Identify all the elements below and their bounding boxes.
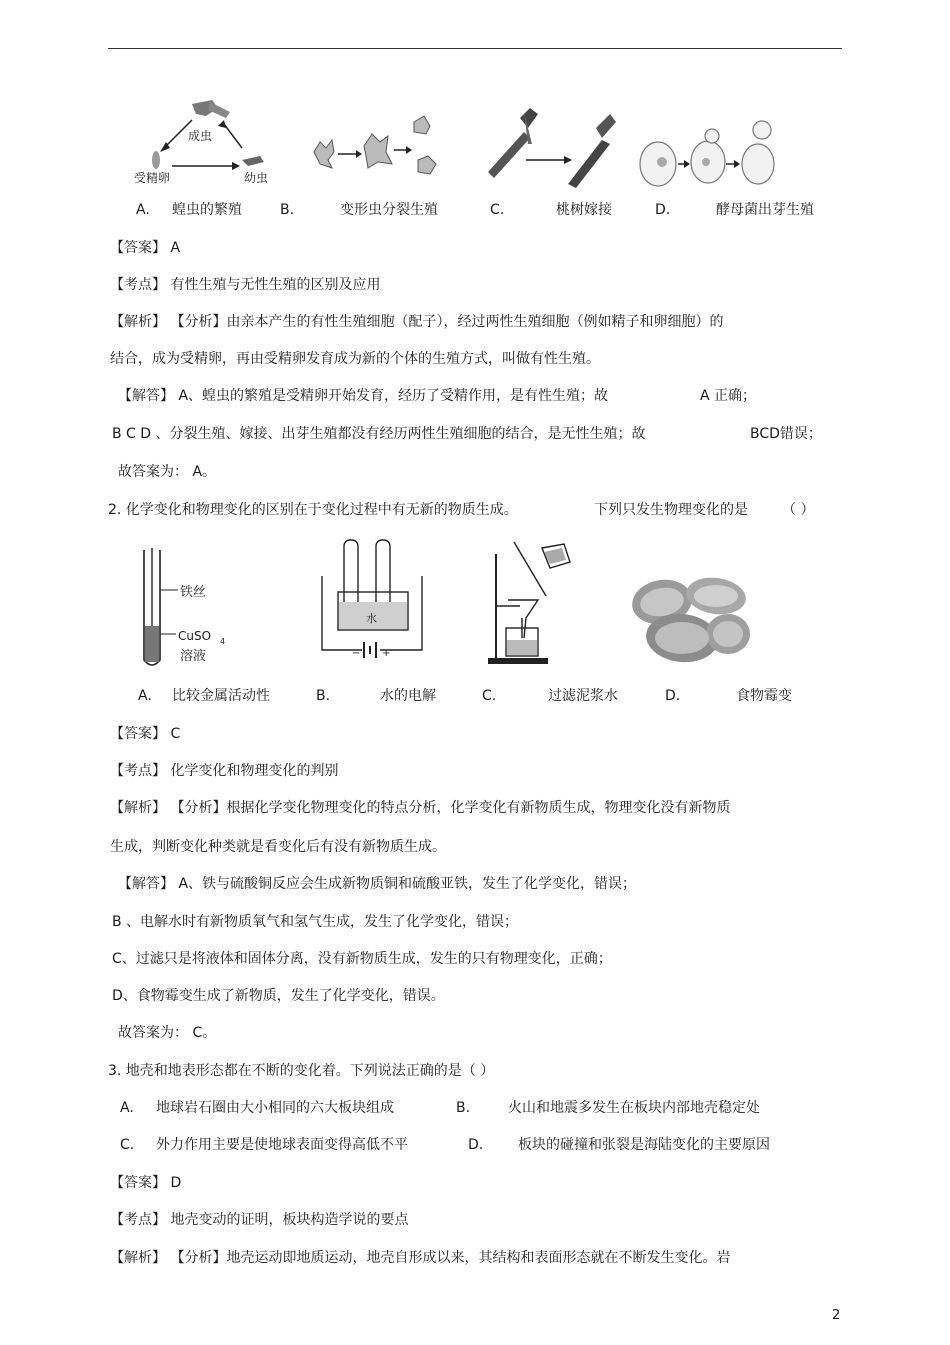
q1-answer: 【答案】 A	[110, 240, 181, 256]
q1-jiexi-line-2: 结合，成为受精卵，再由受精卵发育成为新的个体的生殖方式，叫做有性生殖。	[110, 351, 600, 367]
q3-option-c-letter: C.	[120, 1137, 135, 1153]
q3-kaodian: 【考点】 地壳变动的证明，板块构造学说的要点	[110, 1212, 409, 1228]
q2-kaodian: 【考点】 化学变化和物理变化的判别	[110, 763, 339, 779]
q3-option-a-text: 地球岩石圈由大小相同的六大板块组成	[156, 1100, 394, 1116]
q1-option-d-text: 酵母菌出芽生殖	[716, 202, 814, 218]
peach-grafting-figure	[484, 104, 620, 188]
q1-jieda-line-2: B C D 、分裂生殖、嫁接、出芽生殖都没有经历两性生殖细胞的结合，是无性生殖；故	[112, 426, 646, 442]
svg-text:+: +	[382, 648, 391, 659]
q2-option-a-text: 比较金属活动性	[172, 688, 270, 704]
q2-answer: 【答案】 C	[110, 726, 181, 742]
q1-option-a-letter: A.	[136, 202, 150, 218]
q1-jieda-line-1: 【解答】 A、蝗虫的繁殖是受精卵开始发育，经历了受精作用，是有性生殖；故	[118, 388, 609, 404]
q1-option-b-letter: B.	[280, 202, 295, 218]
q2-final-answer: 故答案为： C。	[118, 1025, 217, 1041]
adult-label: 成虫	[188, 129, 213, 143]
cuso4-subscript: 4	[220, 637, 226, 646]
q3-stem: 3. 地壳和地表形态都在不断的变化着。下列说法正确的是（ ）	[108, 1063, 495, 1079]
q1-final-answer: 故答案为： A。	[118, 464, 217, 480]
q2-jiexi-line-1: 【解析】 【分析】根据化学变化物理变化的特点分析，化学变化有新物质生成，物理变化没有新物质	[110, 800, 731, 816]
q3-option-c-text: 外力作用主要是使地球表面变得高低不平	[156, 1137, 408, 1153]
q1-kaodian: 【考点】 有性生殖与无性生殖的区别及应用	[110, 277, 381, 293]
q2-jieda-line-1: 【解答】 A、铁与硫酸铜反应会生成新物质铜和硫酸亚铁，发生了化学变化，错误；	[118, 876, 637, 892]
q2-stem-paren: （ ）	[782, 502, 815, 518]
q3-option-a-letter: A.	[120, 1100, 134, 1116]
q2-jiexi-line-2: 生成，判断变化种类就是看变化后有没有新物质生成。	[110, 839, 446, 855]
q1-option-b-text: 变形虫分裂生殖	[340, 202, 438, 218]
q1-option-a-text: 蝗虫的繁殖	[172, 202, 242, 218]
q1-option-c-text: 桃树嫁接	[556, 202, 612, 218]
page-number: 2	[832, 1308, 841, 1323]
q2-option-d-letter: D.	[665, 688, 681, 704]
filtration-apparatus-figure	[484, 540, 578, 666]
q1-option-d-letter: D.	[655, 202, 671, 218]
iron-cuso4-test-tube-figure	[140, 548, 230, 670]
q1-jiexi-line-1: 【解析】 【分析】由亲本产生的有性生殖细胞（配子），经过两性生殖细胞（例如精子和卵细胞）的	[110, 314, 724, 330]
q1-jieda-line-1-end: A 正确；	[700, 388, 757, 404]
svg-text:−: −	[352, 648, 361, 659]
water-label: 水	[366, 612, 377, 625]
yeast-budding-figure	[636, 118, 776, 190]
q2-option-b-letter: B.	[316, 688, 331, 704]
water-electrolysis-figure	[318, 538, 426, 666]
header-rule	[108, 48, 842, 49]
q2-stem-question: 下列只发生物理变化的是	[594, 502, 748, 518]
q2-option-b-text: 水的电解	[380, 688, 436, 704]
q1-option-c-letter: C.	[490, 202, 505, 218]
q2-option-c-letter: C.	[482, 688, 497, 704]
nymph-label: 幼虫	[244, 171, 269, 185]
q2-option-c-text: 过滤泥浆水	[548, 688, 618, 704]
q3-option-d-text: 板块的碰撞和张裂是海陆变化的主要原因	[518, 1137, 770, 1153]
q2-jieda-line-2: B 、电解水时有新物质氧气和氢气生成，发生了化学变化，错误；	[112, 914, 519, 930]
q3-option-b-letter: B.	[456, 1100, 471, 1116]
amoeba-fission-figure	[306, 112, 448, 190]
q3-option-b-text: 火山和地震多发生在板块内部地壳稳定处	[508, 1100, 760, 1116]
q2-jieda-line-4: D、食物霉变生成了新物质，发生了化学变化，错误。	[112, 988, 445, 1004]
q2-option-a-letter: A.	[138, 688, 152, 704]
q3-option-d-letter: D.	[468, 1137, 484, 1153]
q3-answer: 【答案】 D	[110, 1175, 182, 1191]
q2-option-d-text: 食物霉变	[736, 688, 792, 704]
iron-wire-label: 铁丝	[180, 585, 207, 600]
q2-jieda-line-3: C、过滤只是将液体和固体分离，没有新物质生成，发生的只有物理变化，正确；	[112, 951, 612, 967]
moldy-bread-figure	[632, 572, 754, 668]
solution-label: 溶液	[180, 649, 207, 664]
q2-stem: 2. 化学变化和物理变化的区别在于变化过程中有无新的物质生成。	[108, 502, 518, 518]
q1-jieda-line-2-end: BCD错误；	[750, 426, 822, 442]
q3-jiexi-line-1: 【解析】 【分析】地壳运动即地质运动，地壳自形成以来，其结构和表面形态就在不断发生变化。岩	[110, 1250, 731, 1266]
egg-label: 受精卵	[134, 171, 171, 185]
locust-lifecycle-figure	[122, 98, 287, 190]
cuso4-label: CuSO	[178, 629, 212, 643]
